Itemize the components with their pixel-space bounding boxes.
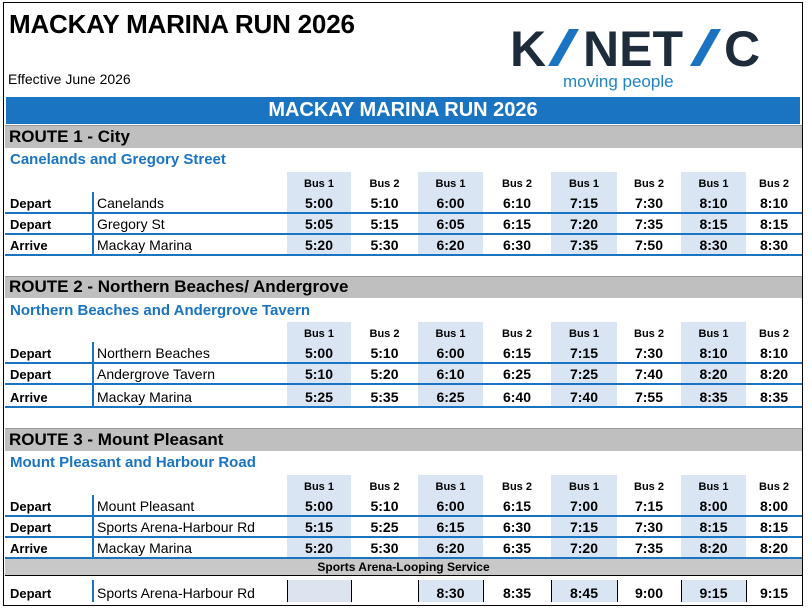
departure-time: 8:00	[746, 495, 802, 516]
empty-cell	[93, 322, 287, 342]
bus-column-header: Bus 1	[681, 172, 746, 192]
empty-cell	[93, 172, 287, 192]
stop-row	[5, 213, 802, 234]
departure-time: 8:45	[551, 580, 617, 602]
spacer-cell	[5, 407, 802, 429]
departure-time: 7:40	[617, 363, 681, 384]
stop-name: Mackay Marina	[93, 537, 287, 558]
stop-name: Northern Beaches	[93, 342, 287, 363]
departure-time: 5:25	[287, 384, 351, 407]
kinetic-wordmark	[508, 21, 770, 73]
bus-column-header: Bus 1	[287, 322, 351, 342]
departure-time: 7:15	[551, 192, 617, 213]
route-title: ROUTE 2 - Northern Beaches/ Andergrove	[5, 276, 802, 298]
route-spacer	[5, 255, 802, 277]
departure-time: 6:00	[418, 192, 483, 213]
bus-column-header: Bus 1	[681, 322, 746, 342]
departure-time: 5:15	[287, 516, 351, 537]
stop-type: Depart	[5, 495, 93, 516]
stop-type: Depart	[5, 192, 93, 213]
stop-type: Depart	[5, 213, 93, 234]
bus-column-header: Bus 1	[418, 322, 483, 342]
page-title: MACKAY MARINA RUN 2026	[9, 9, 355, 39]
bus-column-header: Bus 2	[759, 177, 790, 190]
loop-service-title: Sports Arena-Looping Service	[5, 558, 802, 576]
bus-column-header: Bus 2	[759, 328, 790, 340]
bus-column-header: Bus 2	[502, 177, 532, 190]
departure-time: 7:30	[617, 342, 681, 363]
route-header-row	[5, 126, 802, 148]
departure-time: 5:00	[287, 495, 351, 516]
bus-column-header: Bus 1	[418, 172, 483, 192]
departure-time: 6:15	[483, 342, 551, 363]
departure-time: 7:20	[551, 213, 617, 234]
bus-header-row	[5, 475, 802, 495]
departure-time: 5:30	[351, 537, 418, 558]
stop-row	[5, 363, 802, 384]
route-subtitle: Northern Beaches and Andergrove Tavern	[10, 301, 311, 319]
bus-column-header: Bus 2	[502, 328, 532, 340]
departure-time: 5:20	[351, 363, 418, 384]
bus-column-header: Bus 2	[634, 177, 664, 190]
stop-row	[5, 537, 802, 558]
stop-type: Arrive	[5, 537, 93, 558]
stop-row	[5, 384, 802, 407]
departure-time: 6:35	[483, 537, 551, 558]
spacer-cell	[5, 255, 802, 277]
departure-time: 7:15	[617, 495, 681, 516]
departure-time: 6:25	[483, 363, 551, 384]
route-title: ROUTE 3 - Mount Pleasant	[5, 429, 802, 451]
departure-time: 5:35	[351, 384, 418, 407]
stop-row	[5, 495, 802, 516]
departure-time: 6:25	[418, 384, 483, 407]
route-subtitle-row	[5, 298, 802, 322]
loop-title-row	[5, 558, 802, 576]
bus-column-header: Bus 2	[759, 480, 790, 493]
departure-time: 7:35	[617, 537, 681, 558]
stop-row	[5, 192, 802, 213]
stop-name: Sports Arena-Harbour Rd	[97, 584, 255, 601]
stop-type: Depart	[5, 516, 93, 537]
departure-time: 7:30	[617, 516, 681, 537]
bus-column-header: Bus 1	[551, 475, 617, 495]
bus-column-header: Bus 2	[502, 480, 532, 493]
departure-time: 6:30	[483, 516, 551, 537]
departure-time: 8:30	[746, 234, 802, 255]
departure-time: 8:20	[746, 363, 802, 384]
departure-time: 5:30	[351, 234, 418, 255]
departure-time: 5:20	[287, 537, 351, 558]
departure-time: 6:15	[483, 213, 551, 234]
departure-time: 6:10	[418, 363, 483, 384]
departure-time: 5:05	[287, 213, 351, 234]
departure-time: 6:15	[418, 516, 483, 537]
departure-time: 5:10	[287, 363, 351, 384]
timetable-grid	[5, 125, 803, 602]
bus-column-header: Bus 2	[369, 328, 400, 340]
departure-time: 6:40	[483, 384, 551, 407]
stop-type: Depart	[5, 580, 93, 602]
stop-name: Gregory St	[93, 213, 287, 234]
logo-tagline: moving people	[563, 72, 674, 91]
departure-time: 8:20	[746, 537, 802, 558]
departure-time: 6:20	[418, 234, 483, 255]
stop-type: Depart	[5, 342, 93, 363]
departure-time: 7:35	[617, 213, 681, 234]
stop-name: Canelands	[93, 192, 287, 213]
empty-cell	[5, 475, 93, 495]
bus-column-header: Bus 1	[551, 322, 617, 342]
departure-time: 9:00	[617, 580, 681, 602]
route-subtitle: Canelands and Gregory Street	[10, 151, 226, 168]
departure-time: 5:00	[287, 342, 351, 363]
bus-column-header: Bus 2	[634, 328, 664, 340]
departure-time: 7:25	[551, 363, 617, 384]
stop-type: Arrive	[5, 384, 93, 407]
route-header-row	[5, 429, 802, 451]
empty-cell	[5, 172, 93, 192]
departure-time: 5:20	[287, 234, 351, 255]
departure-time: 8:15	[681, 516, 746, 537]
stop-name: Mount Pleasant	[93, 495, 287, 516]
title-banner: MACKAY MARINA RUN 2026	[6, 97, 800, 124]
departure-time: 5:10	[351, 495, 418, 516]
departure-time: 8:00	[681, 495, 746, 516]
departure-time: 8:20	[681, 363, 746, 384]
departure-time: 5:25	[351, 516, 418, 537]
departure-time	[287, 580, 351, 602]
departure-time: 5:10	[351, 342, 418, 363]
departure-time: 8:10	[746, 192, 802, 213]
departure-time: 8:35	[681, 384, 746, 407]
kinetic-logo	[508, 21, 770, 93]
departure-time: 8:35	[746, 384, 802, 407]
departure-time: 7:00	[551, 495, 617, 516]
departure-time: 6:00	[418, 495, 483, 516]
stop-name: Mackay Marina	[93, 234, 287, 255]
stop-type: Arrive	[5, 234, 93, 255]
departure-time: 8:15	[681, 213, 746, 234]
svg-text:C: C	[724, 21, 761, 73]
departure-time: 5:15	[351, 213, 418, 234]
empty-cell	[5, 322, 93, 342]
departure-time: 8:20	[681, 537, 746, 558]
route-spacer	[5, 407, 802, 429]
departure-time: 7:55	[617, 384, 681, 407]
departure-time: 8:15	[746, 516, 802, 537]
stop-row	[5, 234, 802, 255]
bus-header-row	[5, 172, 802, 192]
timetable-page	[3, 2, 803, 606]
route-title: ROUTE 1 - City	[5, 126, 802, 148]
departure-time: 8:10	[681, 192, 746, 213]
bus-column-header: Bus 1	[287, 475, 351, 495]
stop-name: Sports Arena-Harbour Rd	[93, 516, 287, 537]
departure-time: 8:10	[746, 342, 802, 363]
departure-time: 5:00	[287, 192, 351, 213]
svg-text:NET: NET	[583, 21, 683, 73]
bus-column-header: Bus 1	[287, 172, 351, 192]
departure-time: 5:10	[351, 192, 418, 213]
departure-time: 8:10	[681, 342, 746, 363]
bus-column-header: Bus 1	[551, 172, 617, 192]
svg-text:K: K	[510, 21, 547, 73]
departure-time: 9:15	[681, 580, 746, 602]
departure-time: 9:15	[746, 580, 802, 602]
route-subtitle-row	[5, 451, 802, 475]
departure-time: 6:20	[418, 537, 483, 558]
stop-name: Andergrove Tavern	[93, 363, 287, 384]
bus-column-header: Bus 2	[634, 480, 664, 493]
departure-time: 7:40	[551, 384, 617, 407]
timetable	[5, 125, 802, 602]
bus-column-header: Bus 1	[681, 475, 746, 495]
stop-row	[5, 516, 802, 537]
departure-time: 7:50	[617, 234, 681, 255]
loop-stop-row	[5, 580, 802, 602]
stop-row	[5, 342, 802, 363]
departure-time: 7:15	[551, 342, 617, 363]
departure-time: 8:15	[746, 213, 802, 234]
route-subtitle: Mount Pleasant and Harbour Road	[10, 454, 256, 471]
empty-cell	[93, 475, 287, 495]
departure-time: 7:15	[551, 516, 617, 537]
bus-column-header: Bus 2	[369, 177, 400, 190]
departure-time: 7:20	[551, 537, 617, 558]
departure-time: 7:30	[617, 192, 681, 213]
departure-time: 6:15	[483, 495, 551, 516]
bus-column-header: Bus 2	[369, 480, 400, 493]
bus-header-row	[5, 322, 802, 342]
stop-type: Depart	[5, 363, 93, 384]
route-subtitle-row	[5, 148, 802, 172]
bus-column-header: Bus 1	[418, 475, 483, 495]
departure-time: 8:35	[483, 580, 551, 602]
departure-time: 6:00	[418, 342, 483, 363]
departure-time	[351, 580, 418, 602]
route-header-row	[5, 276, 802, 298]
departure-time: 7:35	[551, 234, 617, 255]
departure-time: 8:30	[418, 580, 483, 602]
effective-date: Effective June 2026	[8, 71, 131, 87]
departure-time: 6:10	[483, 192, 551, 213]
departure-time: 8:30	[681, 234, 746, 255]
departure-time: 6:30	[483, 234, 551, 255]
departure-time: 6:05	[418, 213, 483, 234]
stop-name: Mackay Marina	[93, 384, 287, 407]
